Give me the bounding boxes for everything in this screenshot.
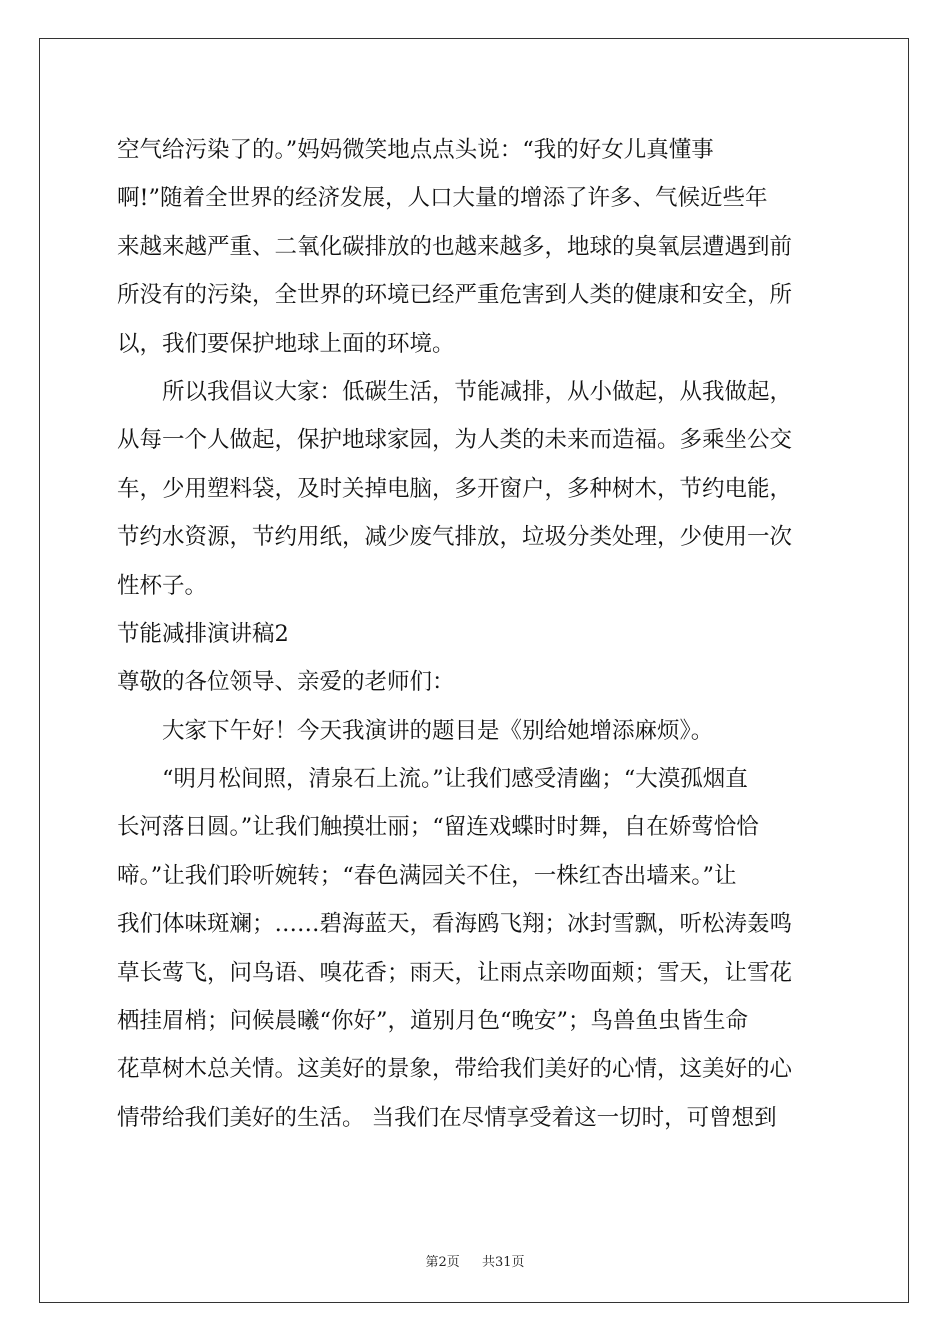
page-number: 第2页 [425, 1255, 460, 1270]
text-line: 啼。”让我们聆听婉转；“春色满园关不住，一株红杏出墙来。”让 [117, 862, 737, 889]
section-title: 节能减排演讲稿2 [117, 620, 289, 647]
text-line: “明月松间照，清泉石上流。”让我们感受清幽；“大漠孤烟直 [117, 766, 748, 793]
text-line: 花草树木总关情。这美好的景象，带给我们美好的心情，这美好的心 [117, 1056, 793, 1083]
text-line: 草长莺飞，问鸟语、嗅花香；雨天，让雨点亲吻面颊；雪天，让雪花 [117, 959, 793, 986]
text-line: 啊!”随着全世界的经济发展，人口大量的增添了许多、气候近些年 [117, 185, 768, 212]
text-line: 性杯子。 [117, 572, 208, 599]
text-line: 所以我倡议大家：低碳生活，节能减排，从小做起，从我做起， [117, 378, 793, 405]
text-line: 所没有的污染，全世界的环境已经严重危害到人类的健康和安全，所 [117, 282, 793, 309]
document-body [117, 126, 837, 1142]
text-line: 我们体味斑斓；……碧海蓝天，看海鸥飞翔；冰封雪飘，听松涛轰鸣 [117, 911, 793, 938]
text-line: 栖挂眉梢；问候晨曦“你好”，道别月色“晚安”；鸟兽鱼虫皆生命 [117, 1008, 749, 1035]
text-line: 长河落日圆。”让我们触摸壮丽；“留连戏蝶时时舞，自在娇莺恰恰 [117, 814, 759, 841]
text-line: 空气给污染了的。”妈妈微笑地点点头说：“我的好女儿真懂事 [117, 137, 714, 163]
text-line: 情带给我们美好的生活。 当我们在尽情享受着这一切时，可曾想到 [117, 1104, 777, 1131]
text-line: 来越来越严重、二氧化碳排放的也越来越多，地球的臭氧层遭遇到前 [117, 233, 793, 260]
salutation: 尊敬的各位领导、亲爱的老师们： [117, 669, 455, 696]
text-line: 节约水资源，节约用纸，减少废气排放，垃圾分类处理，少使用一次 [117, 524, 793, 551]
text-line: 大家下午好！今天我演讲的题目是《别给她增添麻烦》。 [117, 717, 714, 744]
page-total: 共31页 [482, 1255, 525, 1270]
text-line: 以，我们要保护地球上面的环境。 [117, 330, 455, 357]
page-footer [0, 1251, 950, 1270]
text-line: 车，少用塑料袋，及时关掉电脑，多开窗户，多种树木，节约电能， [117, 475, 793, 502]
text-line: 从每一个人做起，保护地球家园，为人类的未来而造福。多乘坐公交 [117, 427, 793, 454]
